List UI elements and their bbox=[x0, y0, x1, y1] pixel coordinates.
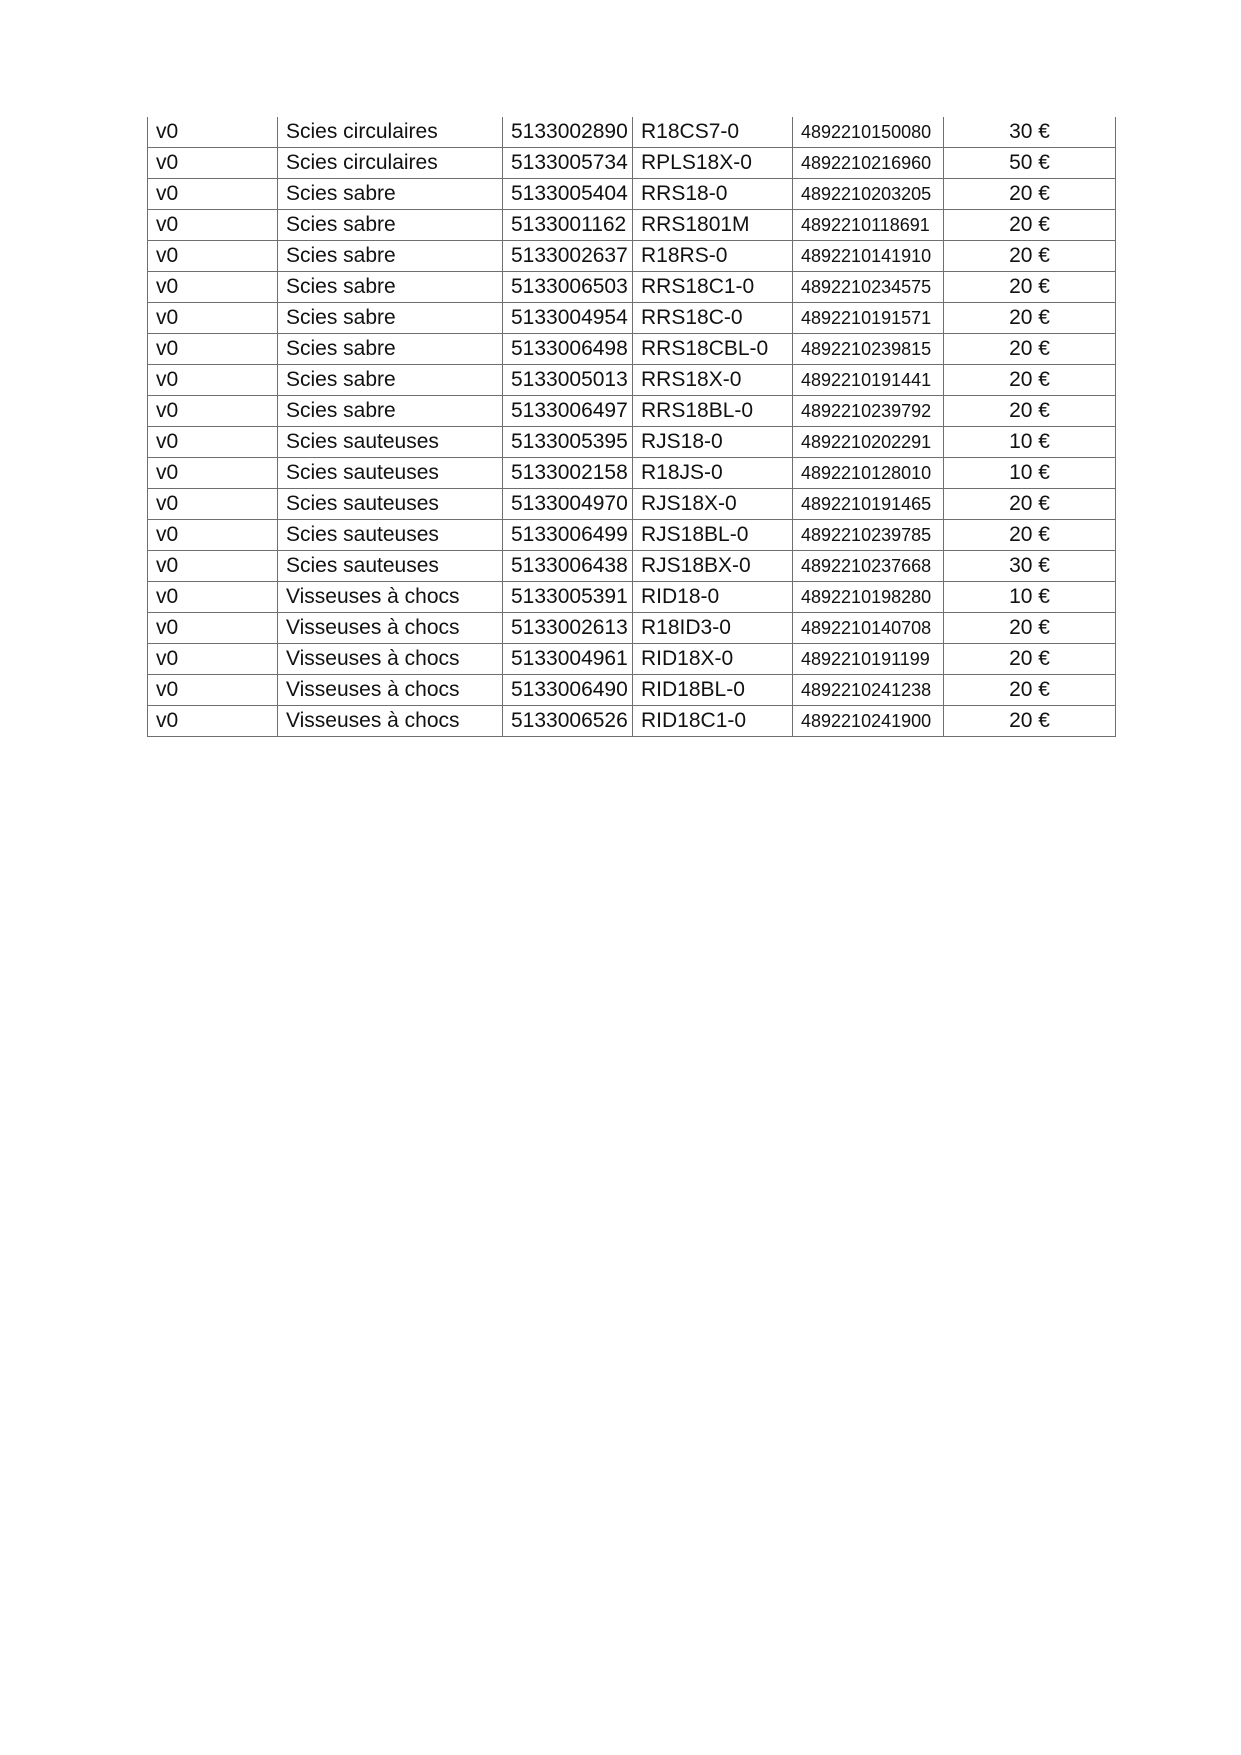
table-row bbox=[148, 520, 1116, 551]
model-cell: RID18X-0 bbox=[633, 644, 793, 675]
version-cell: v0 bbox=[148, 334, 278, 365]
reference-cell: 5133006499 bbox=[503, 520, 633, 551]
price-cell: 20 € bbox=[944, 365, 1116, 396]
category-cell: Visseuses à chocs bbox=[278, 706, 503, 737]
ean-cell: 4892210140708 bbox=[793, 613, 944, 644]
version-cell: v0 bbox=[148, 427, 278, 458]
category-cell: Scies circulaires bbox=[278, 148, 503, 179]
version-cell: v0 bbox=[148, 179, 278, 210]
table-row bbox=[148, 613, 1116, 644]
ean-cell: 4892210234575 bbox=[793, 272, 944, 303]
table-row bbox=[148, 365, 1116, 396]
category-cell: Scies sabre bbox=[278, 303, 503, 334]
table-row bbox=[148, 179, 1116, 210]
table-row bbox=[148, 241, 1116, 272]
category-cell: Scies sauteuses bbox=[278, 489, 503, 520]
version-cell: v0 bbox=[148, 241, 278, 272]
price-cell: 20 € bbox=[944, 210, 1116, 241]
model-cell: RID18-0 bbox=[633, 582, 793, 613]
version-cell: v0 bbox=[148, 365, 278, 396]
model-cell: RRS18BL-0 bbox=[633, 396, 793, 427]
price-cell: 20 € bbox=[944, 272, 1116, 303]
reference-cell: 5133005013 bbox=[503, 365, 633, 396]
price-cell: 10 € bbox=[944, 427, 1116, 458]
model-cell: RID18C1-0 bbox=[633, 706, 793, 737]
price-cell: 20 € bbox=[944, 396, 1116, 427]
version-cell: v0 bbox=[148, 489, 278, 520]
ean-cell: 4892210237668 bbox=[793, 551, 944, 582]
ean-cell: 4892210239792 bbox=[793, 396, 944, 427]
ean-cell: 4892210239785 bbox=[793, 520, 944, 551]
version-cell: v0 bbox=[148, 210, 278, 241]
reference-cell: 5133005734 bbox=[503, 148, 633, 179]
price-cell: 20 € bbox=[944, 675, 1116, 706]
table-row bbox=[148, 427, 1116, 458]
model-cell: RID18BL-0 bbox=[633, 675, 793, 706]
table-row bbox=[148, 489, 1116, 520]
table-row bbox=[148, 644, 1116, 675]
reference-cell: 5133005391 bbox=[503, 582, 633, 613]
reference-cell: 5133004961 bbox=[503, 644, 633, 675]
model-cell: RRS18X-0 bbox=[633, 365, 793, 396]
category-cell: Scies sauteuses bbox=[278, 427, 503, 458]
ean-cell: 4892210198280 bbox=[793, 582, 944, 613]
table-row bbox=[148, 303, 1116, 334]
category-cell: Scies sabre bbox=[278, 272, 503, 303]
category-cell: Visseuses à chocs bbox=[278, 644, 503, 675]
version-cell: v0 bbox=[148, 396, 278, 427]
product-table bbox=[147, 117, 1116, 737]
ean-cell: 4892210191441 bbox=[793, 365, 944, 396]
category-cell: Visseuses à chocs bbox=[278, 613, 503, 644]
price-cell: 20 € bbox=[944, 644, 1116, 675]
version-cell: v0 bbox=[148, 675, 278, 706]
model-cell: RRS18C1-0 bbox=[633, 272, 793, 303]
ean-cell: 4892210191199 bbox=[793, 644, 944, 675]
table-row bbox=[148, 706, 1116, 737]
reference-cell: 5133006438 bbox=[503, 551, 633, 582]
category-cell: Visseuses à chocs bbox=[278, 582, 503, 613]
price-cell: 10 € bbox=[944, 582, 1116, 613]
ean-cell: 4892210216960 bbox=[793, 148, 944, 179]
model-cell: RRS1801M bbox=[633, 210, 793, 241]
ean-cell: 4892210191571 bbox=[793, 303, 944, 334]
table-row bbox=[148, 675, 1116, 706]
table-row bbox=[148, 210, 1116, 241]
reference-cell: 5133002890 bbox=[503, 117, 633, 148]
category-cell: Scies sabre bbox=[278, 210, 503, 241]
version-cell: v0 bbox=[148, 520, 278, 551]
model-cell: RPLS18X-0 bbox=[633, 148, 793, 179]
product-table-body bbox=[148, 117, 1116, 737]
reference-cell: 5133006503 bbox=[503, 272, 633, 303]
model-cell: R18CS7-0 bbox=[633, 117, 793, 148]
price-cell: 20 € bbox=[944, 520, 1116, 551]
table-row bbox=[148, 117, 1116, 148]
model-cell: R18RS-0 bbox=[633, 241, 793, 272]
table-row bbox=[148, 551, 1116, 582]
ean-cell: 4892210128010 bbox=[793, 458, 944, 489]
category-cell: Visseuses à chocs bbox=[278, 675, 503, 706]
reference-cell: 5133006497 bbox=[503, 396, 633, 427]
ean-cell: 4892210203205 bbox=[793, 179, 944, 210]
price-cell: 50 € bbox=[944, 148, 1116, 179]
price-cell: 30 € bbox=[944, 551, 1116, 582]
version-cell: v0 bbox=[148, 551, 278, 582]
reference-cell: 5133005404 bbox=[503, 179, 633, 210]
category-cell: Scies sabre bbox=[278, 334, 503, 365]
model-cell: R18JS-0 bbox=[633, 458, 793, 489]
version-cell: v0 bbox=[148, 117, 278, 148]
category-cell: Scies sabre bbox=[278, 365, 503, 396]
table-row bbox=[148, 334, 1116, 365]
table-row bbox=[148, 396, 1116, 427]
category-cell: Scies sauteuses bbox=[278, 520, 503, 551]
model-cell: R18ID3-0 bbox=[633, 613, 793, 644]
model-cell: RJS18BL-0 bbox=[633, 520, 793, 551]
reference-cell: 5133006498 bbox=[503, 334, 633, 365]
model-cell: RRS18CBL-0 bbox=[633, 334, 793, 365]
ean-cell: 4892210191465 bbox=[793, 489, 944, 520]
model-cell: RJS18X-0 bbox=[633, 489, 793, 520]
version-cell: v0 bbox=[148, 582, 278, 613]
table-row bbox=[148, 582, 1116, 613]
price-cell: 20 € bbox=[944, 489, 1116, 520]
category-cell: Scies sabre bbox=[278, 396, 503, 427]
price-cell: 20 € bbox=[944, 303, 1116, 334]
category-cell: Scies sauteuses bbox=[278, 458, 503, 489]
ean-cell: 4892210202291 bbox=[793, 427, 944, 458]
version-cell: v0 bbox=[148, 303, 278, 334]
model-cell: RJS18-0 bbox=[633, 427, 793, 458]
ean-cell: 4892210241900 bbox=[793, 706, 944, 737]
reference-cell: 5133002613 bbox=[503, 613, 633, 644]
price-cell: 20 € bbox=[944, 241, 1116, 272]
price-cell: 20 € bbox=[944, 334, 1116, 365]
price-cell: 20 € bbox=[944, 613, 1116, 644]
price-cell: 20 € bbox=[944, 706, 1116, 737]
category-cell: Scies circulaires bbox=[278, 117, 503, 148]
price-cell: 30 € bbox=[944, 117, 1116, 148]
model-cell: RRS18C-0 bbox=[633, 303, 793, 334]
version-cell: v0 bbox=[148, 458, 278, 489]
model-cell: RJS18BX-0 bbox=[633, 551, 793, 582]
category-cell: Scies sabre bbox=[278, 241, 503, 272]
table-row bbox=[148, 458, 1116, 489]
version-cell: v0 bbox=[148, 644, 278, 675]
ean-cell: 4892210241238 bbox=[793, 675, 944, 706]
reference-cell: 5133002637 bbox=[503, 241, 633, 272]
version-cell: v0 bbox=[148, 613, 278, 644]
version-cell: v0 bbox=[148, 272, 278, 303]
reference-cell: 5133002158 bbox=[503, 458, 633, 489]
ean-cell: 4892210150080 bbox=[793, 117, 944, 148]
reference-cell: 5133006490 bbox=[503, 675, 633, 706]
model-cell: RRS18-0 bbox=[633, 179, 793, 210]
ean-cell: 4892210239815 bbox=[793, 334, 944, 365]
ean-cell: 4892210141910 bbox=[793, 241, 944, 272]
price-cell: 20 € bbox=[944, 179, 1116, 210]
version-cell: v0 bbox=[148, 148, 278, 179]
reference-cell: 5133006526 bbox=[503, 706, 633, 737]
table-row bbox=[148, 272, 1116, 303]
price-cell: 10 € bbox=[944, 458, 1116, 489]
table-row bbox=[148, 148, 1116, 179]
reference-cell: 5133004954 bbox=[503, 303, 633, 334]
ean-cell: 4892210118691 bbox=[793, 210, 944, 241]
category-cell: Scies sauteuses bbox=[278, 551, 503, 582]
reference-cell: 5133001162 bbox=[503, 210, 633, 241]
version-cell: v0 bbox=[148, 706, 278, 737]
reference-cell: 5133004970 bbox=[503, 489, 633, 520]
reference-cell: 5133005395 bbox=[503, 427, 633, 458]
category-cell: Scies sabre bbox=[278, 179, 503, 210]
